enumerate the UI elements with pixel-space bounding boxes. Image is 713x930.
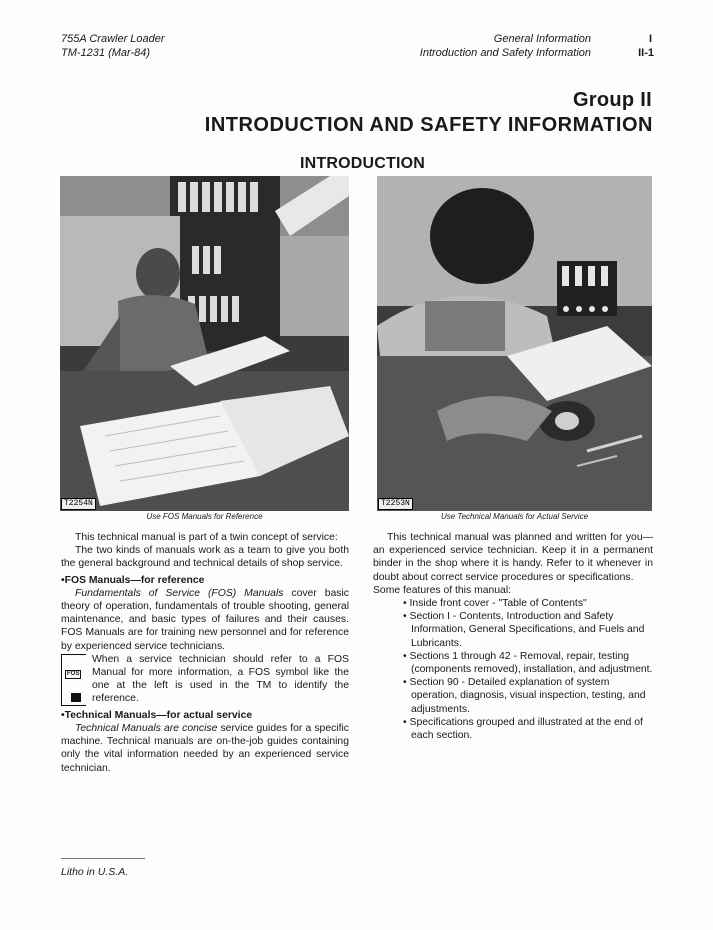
photo-caption-right: Use Technical Manuals for Actual Service: [440, 512, 589, 521]
footer-litho: Litho in U.S.A.: [61, 866, 129, 878]
paragraph-technical-manuals: [61, 722, 349, 775]
page-number: II-1: [638, 47, 654, 59]
fos-manuals-italic: Fundamentals of Service (FOS) Manuals: [75, 587, 284, 599]
footer-rule: [61, 858, 145, 859]
header-section: General Information: [493, 33, 591, 45]
photo-caption-left: Use FOS Manuals for Reference: [146, 512, 263, 521]
feature-bullet: • Section 90 - Detailed explanation of system operation, diagnosis, visual inspection, testing, and adjustments.: [403, 677, 646, 715]
header-tm-number: TM-1231 (Mar-84): [61, 47, 151, 59]
section-heading: INTRODUCTION: [300, 155, 426, 172]
photo-technical-manual-service: [377, 176, 652, 511]
header-model: 755A Crawler Loader: [61, 33, 165, 45]
fos-symbol-icon: [61, 654, 86, 706]
fos-manuals-text: cover basic theory of operation, fundamentals of trouble shooting, general maintenance, and basic types of failures and their causes. FOS Manuals are for training new personnel and for reference by experienced service technicians.: [61, 587, 349, 652]
group-title: Group II: [572, 89, 652, 111]
fos-symbol-label: FOS: [67, 670, 80, 677]
feature-bullet: • Section I - Contents, Introduction and Safety Information, General Specifications, and Fuels and Lubricants.: [403, 611, 645, 649]
photo-code-left: T2254N: [61, 498, 96, 510]
heading-fos-manuals: •FOS Manuals—for reference: [61, 574, 205, 586]
features-intro: Some features of this manual:: [373, 584, 512, 596]
paragraph-planned-written: This technical manual was planned and written for you—an experienced service technician. Keep it in a permanent binder in the shop where it is handy. Refer to it whenever in doubt about correct service procedures or specifications.: [373, 532, 653, 583]
header-section-number: I: [648, 33, 652, 45]
technical-manuals-italic: Technical Manuals are concise: [75, 723, 218, 735]
paragraph-fos-manuals: [61, 587, 349, 653]
paragraph-two-kinds: The two kinds of manuals work as a team to give you both the general background and technical details of shop service.: [61, 545, 349, 570]
feature-bullet: • Sections 1 through 42 - Removal, repair, testing (components removed), installation, and adjustment.: [403, 650, 653, 676]
paragraph-fos-symbol: When a service technician should refer to a FOS Manual for more information, a FOS symbol like the one at the left is used in the TM to identify the reference.: [92, 653, 349, 705]
technical-manuals-text: service guides for a specific machine. Technical manuals are on-the-job guides containing only the vital information needed by an experienced service technician.: [61, 723, 349, 774]
fos-symbol-note: [61, 653, 349, 706]
heading-technical-manuals: •Technical Manuals—for actual service: [61, 709, 253, 721]
feature-bullet: • Inside front cover - "Table of Contents": [403, 598, 587, 610]
photo-code-right: T2253N: [378, 498, 413, 510]
photo-fos-manual-reader: [60, 176, 349, 511]
paragraph-twin-concept: This technical manual is part of a twin concept of service:: [75, 532, 338, 543]
right-text-column: [373, 531, 653, 742]
main-title: INTRODUCTION AND SAFETY INFORMATION: [204, 114, 653, 136]
feature-bullet: • Specifications grouped and illustrated at the end of each section.: [403, 716, 643, 742]
left-text-column: [61, 531, 349, 775]
header-subsection: Introduction and Safety Information: [419, 47, 591, 59]
